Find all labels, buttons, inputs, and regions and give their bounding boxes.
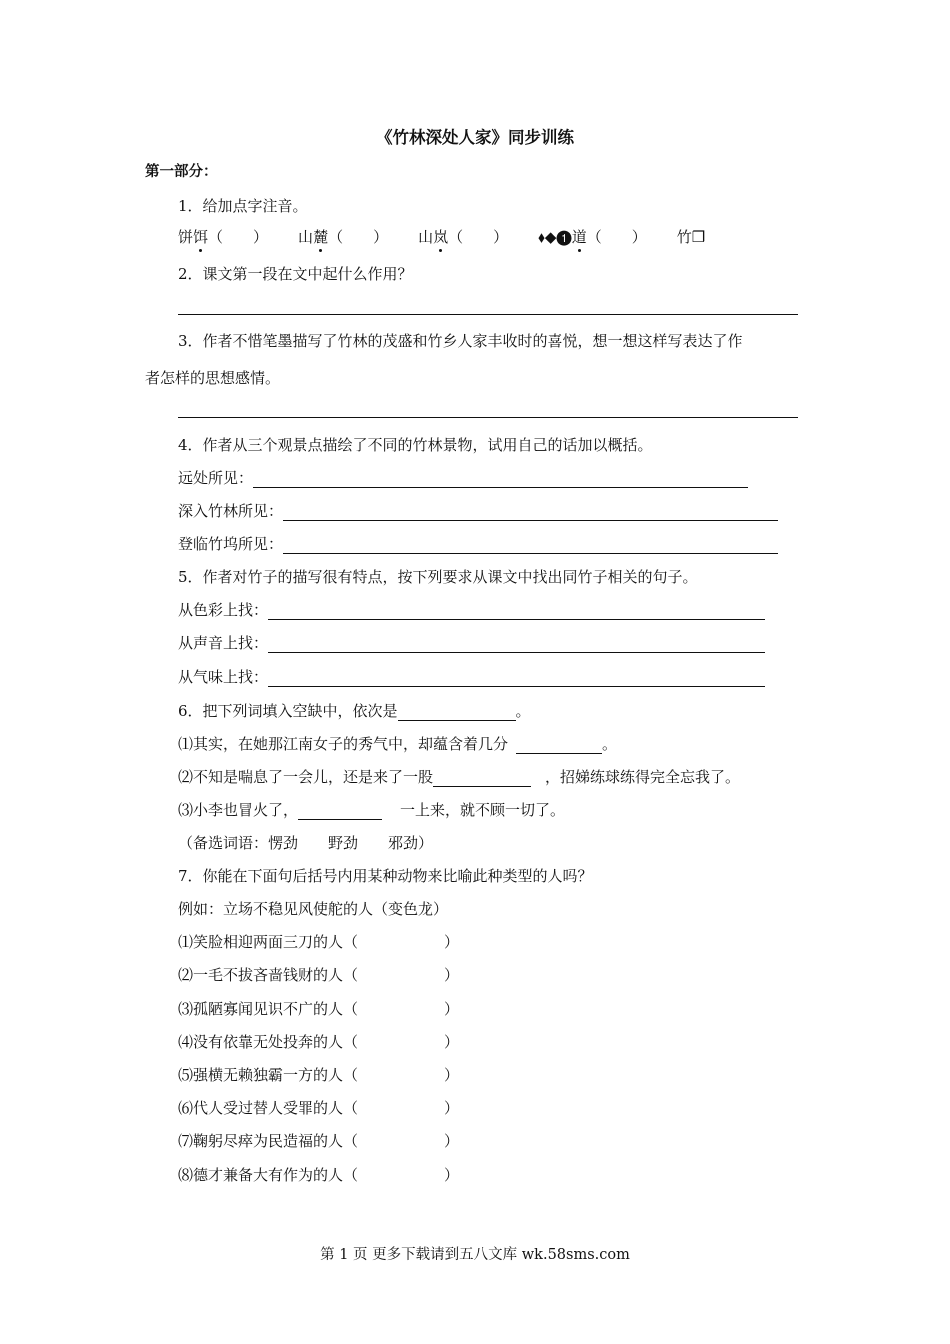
answer-blank[interactable]	[283, 537, 778, 554]
q5-item-color: 从色彩上找：	[178, 600, 765, 620]
q7-item: ⑺鞠躬尽瘁为民造福的人（ ）	[178, 1132, 460, 1150]
q4-item-top: 登临竹坞所见：	[178, 534, 778, 554]
q3-answer-line[interactable]	[178, 417, 798, 418]
q7-stem: 7．你能在下面句后括号内用某种动物来比喻此种类型的人吗？	[178, 867, 593, 885]
answer-blank[interactable]	[398, 704, 516, 721]
q6-stem: 6．把下列词填入空缺中，依次是 。	[178, 702, 531, 720]
q6-sentence-2: ⑵不知是喘息了一会儿，还是来了一股 ，招娣练球练得完全忘我了。	[178, 768, 741, 786]
q1-item: 山岚（ ）	[418, 228, 509, 246]
page-footer: 第 1 页 更多下载请到五八文库 wk.58sms.com	[320, 1247, 630, 1263]
q7-item: ⑹代人受过替人受罪的人（ ）	[178, 1099, 460, 1117]
answer-blank[interactable]	[268, 603, 765, 620]
answer-blank[interactable]	[283, 504, 778, 521]
answer-blank[interactable]	[433, 770, 531, 787]
q7-item: ⑶孤陋寡闻见识不广的人（ ）	[178, 1000, 460, 1018]
answer-blank[interactable]	[268, 636, 765, 653]
q2-stem: 2．课文第一段在文中起什么作用？	[178, 265, 413, 283]
page-title: 《竹林深处人家》同步训练	[376, 128, 574, 147]
q1-item: 山麓（ ）	[298, 228, 389, 246]
q5-stem: 5．作者对竹子的描写很有特点，按下列要求从课文中找出同竹子相关的句子。	[178, 568, 698, 586]
q4-item-inside: 深入竹林所见：	[178, 501, 778, 521]
q5-item-smell: 从气味上找：	[178, 667, 765, 687]
q7-item: ⑵一毛不拔吝啬钱财的人（ ）	[178, 966, 460, 984]
q1-item: 竹❒	[676, 228, 706, 246]
q2-answer-line[interactable]	[178, 314, 798, 315]
q1-item: ⬧◆❶道（ ）	[538, 228, 647, 246]
answer-blank[interactable]	[268, 670, 765, 687]
q7-item: ⑷没有依靠无处投奔的人（ ）	[178, 1033, 460, 1051]
q4-item-far: 远处所见：	[178, 468, 748, 488]
q7-item: ⑴笑脸相迎两面三刀的人（ ）	[178, 933, 460, 951]
q6-options: （备选词语：愣劲 野劲 邪劲）	[178, 834, 434, 852]
q6-sentence-1: ⑴其实，在她那江南女子的秀气中，却蕴含着几分 。	[178, 735, 618, 753]
q7-item: ⑻德才兼备大有作为的人（ ）	[178, 1166, 460, 1184]
q4-stem: 4．作者从三个观景点描绘了不同的竹林景物，试用自己的话加以概括。	[178, 436, 653, 454]
q7-item: ⑸强横无赖独霸一方的人（ ）	[178, 1066, 460, 1084]
q3-stem-line1: 3．作者不惜笔墨描写了竹林的茂盛和竹乡人家丰收时的喜悦，想一想这样写表达了作	[178, 332, 743, 350]
answer-blank[interactable]	[298, 803, 382, 820]
answer-blank[interactable]	[253, 471, 748, 488]
q1-stem: 1．给加点字注音。	[178, 197, 308, 215]
q1-item: 饼饵（ ）	[178, 228, 269, 246]
section-heading: 第一部分：	[145, 164, 218, 180]
answer-blank[interactable]	[516, 737, 602, 754]
q1-items	[178, 227, 705, 247]
q7-example: 例如：立场不稳见风使舵的人（变色龙）	[178, 900, 449, 918]
q6-sentence-3: ⑶小李也冒火了， 一上来，就不顾一切了。	[178, 801, 566, 819]
q5-item-sound: 从声音上找：	[178, 633, 765, 653]
q3-stem-line2: 者怎样的思想感情。	[145, 369, 281, 387]
